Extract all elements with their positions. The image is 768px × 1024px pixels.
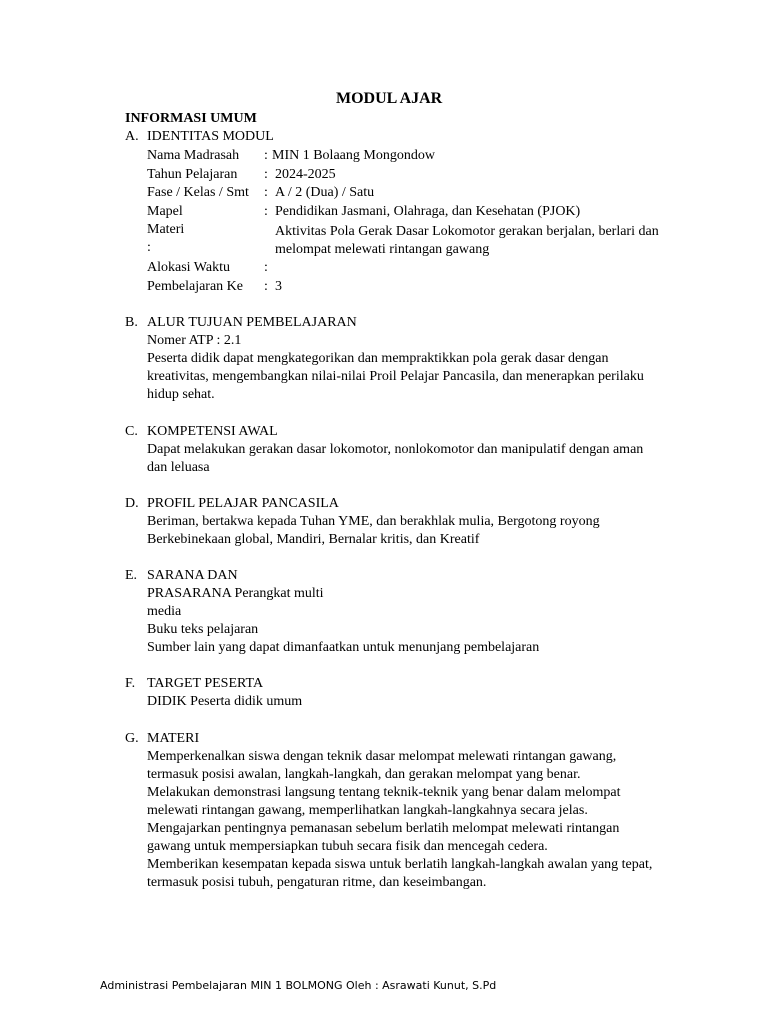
identity-colon: : — [264, 148, 268, 163]
identity-label: Mapel — [147, 204, 183, 219]
identity-label: Materi — [147, 222, 185, 237]
section-e-line: PRASARANA Perangkat multi — [147, 586, 324, 601]
section-e-line: media — [147, 604, 182, 619]
section-d-heading: PROFIL PELAJAR PANCASILA — [147, 496, 339, 511]
identity-label: Tahun Pelajaran — [147, 167, 238, 182]
section-b-line: Peserta didik dapat mengkategorikan dan mempraktikkan pola gerak dasar dengan — [147, 351, 609, 366]
identity-label: Nama Madrasah — [147, 148, 240, 163]
section-g-line: melewati rintangan gawang, memperlihatkan langkah-langkahnya secara jelas. — [147, 803, 588, 818]
section-b-letter: B. — [125, 315, 138, 330]
section-f-letter: F. — [125, 676, 136, 691]
section-b-line: Nomer ATP : 2.1 — [147, 333, 242, 348]
section-g-line: Melakukan demonstrasi langsung tentang teknik-teknik yang benar dalam melompat — [147, 785, 621, 800]
identity-label: Pembelajaran Ke — [147, 279, 244, 294]
identity-value: 2024-2025 — [275, 167, 336, 182]
section-g-heading: MATERI — [147, 731, 200, 746]
section-c-line: dan leluasa — [147, 460, 210, 475]
section-g-line: termasuk posisi tubuh, pengaturan ritme, dan keseimbangan. — [147, 875, 487, 890]
page-title: MODUL AJAR — [336, 90, 443, 107]
section-b-line: hidup sehat. — [147, 387, 215, 402]
identity-value: MIN 1 Bolaang Mongondow — [272, 148, 435, 163]
section-e-line: Buku teks pelajaran — [147, 622, 259, 637]
section-c-line: Dapat melakukan gerakan dasar lokomotor, nonlokomotor dan manipulatif dengan aman — [147, 442, 644, 457]
identity-value: 3 — [275, 279, 282, 294]
page-footer: Administrasi Pembelajaran MIN 1 BOLMONG Oleh : Asrawati Kunut, S.Pd — [100, 979, 497, 992]
identity-value-line: melompat melewati rintangan gawang — [275, 242, 490, 257]
identity-value: Pendidikan Jasmani, Olahraga, dan Kesehatan (PJOK) — [275, 204, 581, 219]
section-c-letter: C. — [125, 424, 138, 439]
section-e-heading: SARANA DAN — [147, 568, 238, 583]
section-f-line: DIDIK Peserta didik umum — [147, 694, 303, 709]
section-d-line: Berkebinekaan global, Mandiri, Bernalar kritis, dan Kreatif — [147, 532, 480, 547]
section-g-line: termasuk posisi awalan, langkah-langkah, dan gerakan melompat yang benar. — [147, 767, 581, 782]
identity-label: Fase / Kelas / Smt — [147, 185, 249, 200]
section-a-heading: IDENTITAS MODUL — [147, 129, 274, 144]
section-g-line: Memperkenalkan siswa dengan teknik dasar melompat melewati rintangan gawang, — [147, 749, 617, 764]
section-d-line: Beriman, bertakwa kepada Tuhan YME, dan berakhlak mulia, Bergotong royong — [147, 514, 600, 529]
identity-colon: : — [264, 260, 268, 275]
section-d-letter: D. — [125, 496, 139, 511]
identity-label: Alokasi Waktu — [147, 260, 230, 275]
identity-colon: : — [264, 167, 268, 182]
section-title-informasi-umum: INFORMASI UMUM — [125, 111, 257, 126]
section-e-letter: E. — [125, 568, 138, 583]
identity-colon: : — [147, 240, 151, 255]
section-g-line: gawang untuk mempersiapkan tubuh secara fisik dan mencegah cedera. — [147, 839, 548, 854]
section-b-line: kreativitas, mengembangkan nilai-nilai Proil Pelajar Pancasila, dan menerapkan perilaku — [147, 369, 644, 384]
section-g-letter: G. — [125, 731, 139, 746]
section-e-line: Sumber lain yang dapat dimanfaatkan untuk menunjang pembelajaran — [147, 640, 540, 655]
section-g-line: Memberikan kesempatan kepada siswa untuk berlatih langkah-langkah awalan yang tepat, — [147, 857, 653, 872]
section-f-heading: TARGET PESERTA — [147, 676, 264, 691]
section-a-letter: A. — [125, 129, 139, 144]
identity-colon: : — [264, 279, 268, 294]
section-c-heading: KOMPETENSI AWAL — [147, 424, 278, 439]
identity-value: A / 2 (Dua) / Satu — [275, 185, 375, 200]
identity-value-line: Aktivitas Pola Gerak Dasar Lokomotor gerakan berjalan, berlari dan — [275, 224, 659, 239]
section-b-heading: ALUR TUJUAN PEMBELAJARAN — [147, 315, 357, 330]
identity-colon: : — [264, 185, 268, 200]
identity-colon: : — [264, 204, 268, 219]
section-g-line: Mengajarkan pentingnya pemanasan sebelum berlatih melompat melewati rintangan — [147, 821, 620, 836]
